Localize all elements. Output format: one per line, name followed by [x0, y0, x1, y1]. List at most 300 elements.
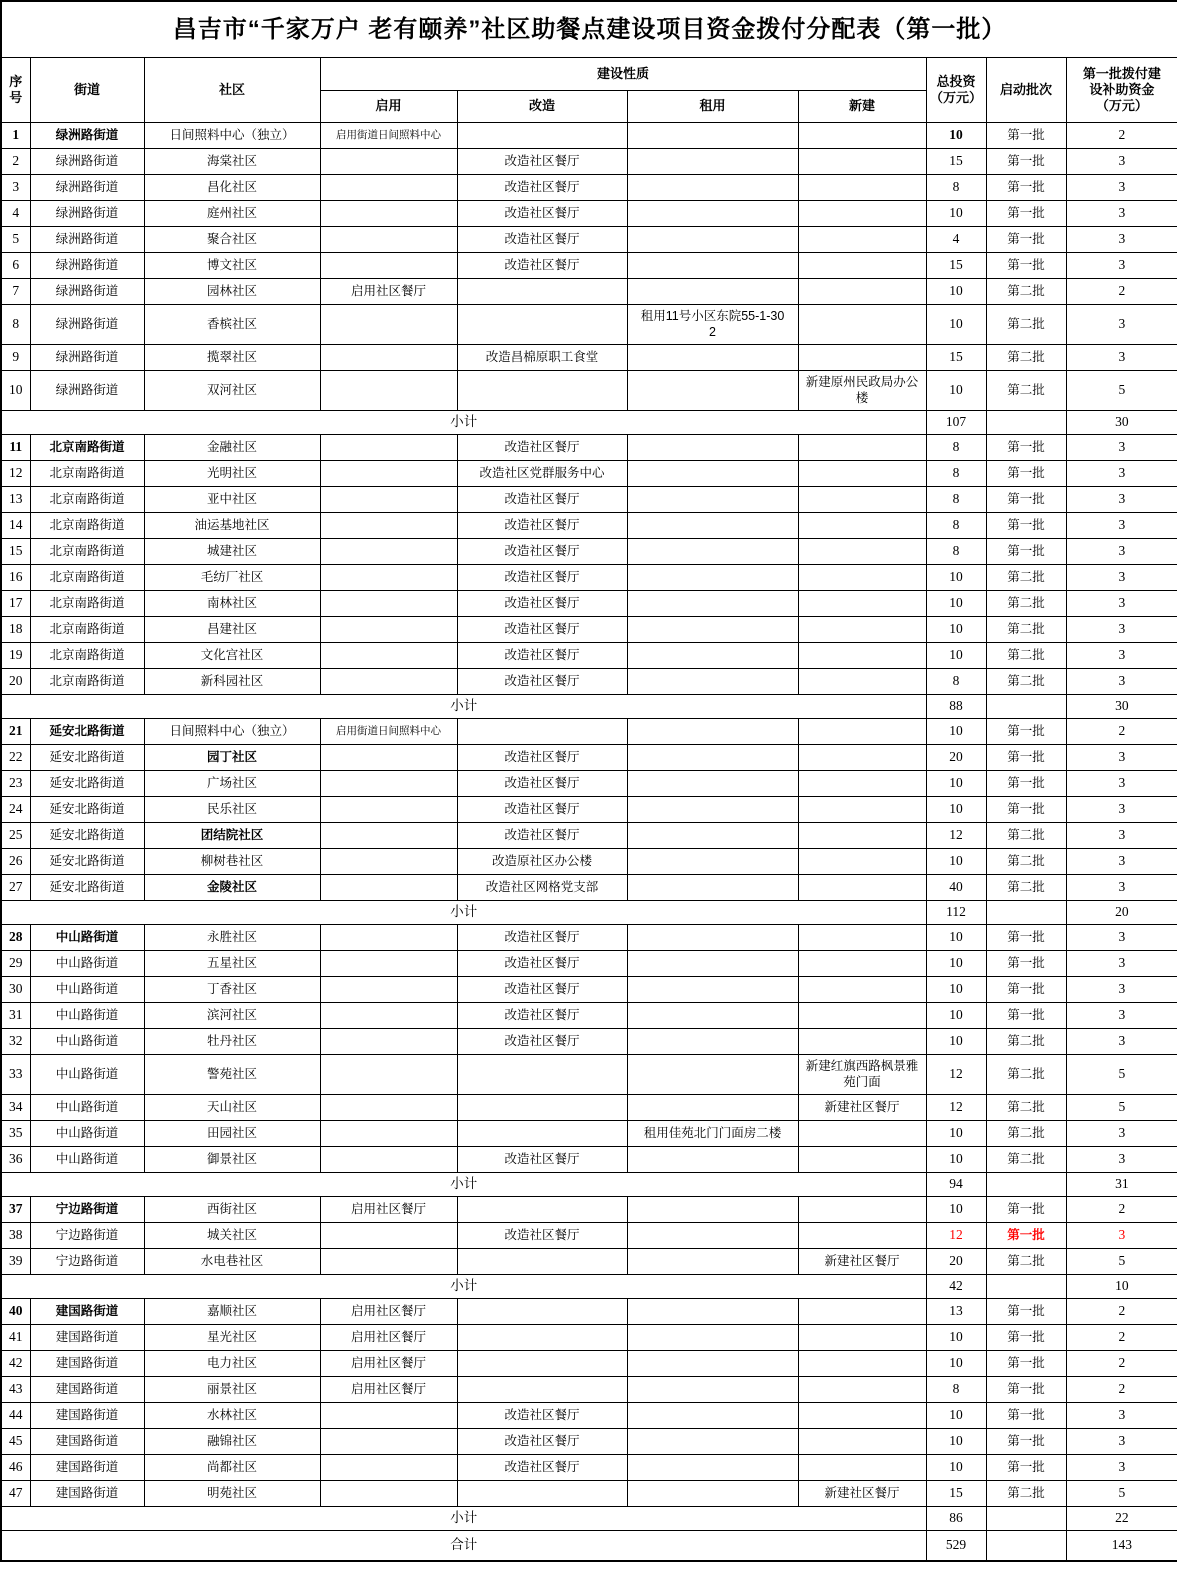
- community-cell: 明苑社区: [144, 1481, 320, 1507]
- rent-cell: [627, 1055, 798, 1095]
- row-number-cell: 9: [1, 345, 30, 371]
- street-cell: 建国路街道: [30, 1403, 144, 1429]
- newbuild-cell: [798, 253, 926, 279]
- renovate-cell: 改造社区餐厅: [457, 797, 627, 823]
- community-cell: 尚都社区: [144, 1455, 320, 1481]
- batch-cell: 第一批: [986, 1325, 1066, 1351]
- enable-cell: 启用社区餐厅: [320, 1197, 457, 1223]
- enable-cell: [320, 305, 457, 345]
- community-cell: 警苑社区: [144, 1055, 320, 1095]
- investment-cell: 40: [926, 875, 986, 901]
- table-body: [1, 123, 1177, 1561]
- subtotal-label: 小计: [1, 1173, 926, 1197]
- subtotal-fund-cell: 20: [1066, 901, 1177, 925]
- batch-cell: 第二批: [986, 371, 1066, 411]
- community-cell: 日间照料中心（独立）: [144, 123, 320, 149]
- batch-cell: 第二批: [986, 1121, 1066, 1147]
- enable-cell: [320, 1121, 457, 1147]
- investment-cell: 10: [926, 305, 986, 345]
- investment-cell: 8: [926, 513, 986, 539]
- table-row: [1, 1351, 1177, 1377]
- fund-cell: 3: [1066, 669, 1177, 695]
- fund-cell: 3: [1066, 1455, 1177, 1481]
- batch-cell: 第二批: [986, 1481, 1066, 1507]
- table-row: [1, 175, 1177, 201]
- rent-cell: [627, 487, 798, 513]
- street-cell: 延安北路街道: [30, 797, 144, 823]
- enable-cell: 启用街道日间照料中心: [320, 719, 457, 745]
- investment-cell: 10: [926, 123, 986, 149]
- fund-cell: 3: [1066, 771, 1177, 797]
- street-cell: 建国路街道: [30, 1481, 144, 1507]
- row-number-cell: 39: [1, 1249, 30, 1275]
- community-cell: 庭州社区: [144, 201, 320, 227]
- investment-cell: 15: [926, 345, 986, 371]
- newbuild-cell: [798, 1351, 926, 1377]
- renovate-cell: 改造社区餐厅: [457, 253, 627, 279]
- investment-cell: 10: [926, 1455, 986, 1481]
- subtotal-row: [1, 1275, 1177, 1299]
- community-cell: 油运基地社区: [144, 513, 320, 539]
- street-cell: 宁边路街道: [30, 1249, 144, 1275]
- community-cell: 滨河社区: [144, 1003, 320, 1029]
- street-cell: 北京南路街道: [30, 591, 144, 617]
- batch-cell: 第一批: [986, 745, 1066, 771]
- table-row: [1, 745, 1177, 771]
- rent-cell: 租用佳苑北门门面房二楼: [627, 1121, 798, 1147]
- investment-cell: 12: [926, 823, 986, 849]
- rent-cell: [627, 1223, 798, 1249]
- batch-cell: 第二批: [986, 305, 1066, 345]
- renovate-cell: 改造社区餐厅: [457, 951, 627, 977]
- enable-cell: [320, 253, 457, 279]
- renovate-cell: [457, 1299, 627, 1325]
- street-cell: 中山路街道: [30, 1095, 144, 1121]
- street-cell: 北京南路街道: [30, 539, 144, 565]
- street-cell: 中山路街道: [30, 1029, 144, 1055]
- fund-cell: 3: [1066, 643, 1177, 669]
- investment-cell: 10: [926, 1121, 986, 1147]
- fund-cell: 3: [1066, 565, 1177, 591]
- enable-cell: [320, 1429, 457, 1455]
- community-cell: 融锦社区: [144, 1429, 320, 1455]
- fund-cell: 3: [1066, 823, 1177, 849]
- row-number-cell: 23: [1, 771, 30, 797]
- table-row: [1, 1481, 1177, 1507]
- investment-cell: 4: [926, 227, 986, 253]
- newbuild-cell: [798, 823, 926, 849]
- renovate-cell: [457, 1325, 627, 1351]
- enable-cell: [320, 1095, 457, 1121]
- subtotal-label: 小计: [1, 411, 926, 435]
- fund-cell: 2: [1066, 1377, 1177, 1403]
- investment-cell: 15: [926, 149, 986, 175]
- street-cell: 北京南路街道: [30, 513, 144, 539]
- rent-cell: [627, 1455, 798, 1481]
- header-first-batch-fund: 第一批拨付建设补助资金（万元）: [1066, 58, 1177, 123]
- rent-cell: [627, 1377, 798, 1403]
- enable-cell: [320, 797, 457, 823]
- enable-cell: [320, 1455, 457, 1481]
- table-row: [1, 279, 1177, 305]
- investment-cell: 8: [926, 461, 986, 487]
- batch-cell: 第一批: [986, 175, 1066, 201]
- community-cell: 新科园社区: [144, 669, 320, 695]
- newbuild-cell: [798, 745, 926, 771]
- rent-cell: [627, 1249, 798, 1275]
- enable-cell: 启用社区餐厅: [320, 1325, 457, 1351]
- renovate-cell: [457, 1055, 627, 1095]
- rent-cell: [627, 175, 798, 201]
- renovate-cell: 改造社区网格党支部: [457, 875, 627, 901]
- investment-cell: 10: [926, 1029, 986, 1055]
- rent-cell: [627, 461, 798, 487]
- subtotal-fund-cell: 31: [1066, 1173, 1177, 1197]
- newbuild-cell: [798, 305, 926, 345]
- rent-cell: [627, 201, 798, 227]
- row-number-cell: 24: [1, 797, 30, 823]
- investment-cell: 8: [926, 175, 986, 201]
- street-cell: 中山路街道: [30, 951, 144, 977]
- street-cell: 建国路街道: [30, 1299, 144, 1325]
- header-row-top: [1, 58, 1177, 91]
- row-number-cell: 7: [1, 279, 30, 305]
- batch-cell: 第一批: [986, 1003, 1066, 1029]
- table-row: [1, 849, 1177, 875]
- investment-cell: 8: [926, 487, 986, 513]
- street-cell: 延安北路街道: [30, 849, 144, 875]
- row-number-cell: 29: [1, 951, 30, 977]
- street-cell: 北京南路街道: [30, 669, 144, 695]
- fund-cell: 3: [1066, 305, 1177, 345]
- table-row: [1, 565, 1177, 591]
- street-cell: 绿洲路街道: [30, 279, 144, 305]
- table-row: [1, 591, 1177, 617]
- renovate-cell: 改造社区餐厅: [457, 1403, 627, 1429]
- batch-cell: 第一批: [986, 253, 1066, 279]
- newbuild-cell: [798, 849, 926, 875]
- enable-cell: [320, 513, 457, 539]
- table-row: [1, 925, 1177, 951]
- renovate-cell: [457, 1351, 627, 1377]
- row-number-cell: 31: [1, 1003, 30, 1029]
- row-number-cell: 12: [1, 461, 30, 487]
- newbuild-cell: [798, 345, 926, 371]
- community-cell: 民乐社区: [144, 797, 320, 823]
- total-batch-cell: [986, 1531, 1066, 1561]
- investment-cell: 10: [926, 951, 986, 977]
- rent-cell: [627, 565, 798, 591]
- batch-cell: 第二批: [986, 669, 1066, 695]
- header-no: 序号: [1, 58, 30, 123]
- subtotal-row: [1, 411, 1177, 435]
- renovate-cell: 改造社区餐厅: [457, 771, 627, 797]
- rent-cell: [627, 371, 798, 411]
- batch-cell: 第二批: [986, 1147, 1066, 1173]
- rent-cell: [627, 253, 798, 279]
- street-cell: 延安北路街道: [30, 823, 144, 849]
- rent-cell: [627, 1147, 798, 1173]
- fund-cell: 3: [1066, 435, 1177, 461]
- table-row: [1, 201, 1177, 227]
- renovate-cell: 改造社区餐厅: [457, 1223, 627, 1249]
- community-cell: 御景社区: [144, 1147, 320, 1173]
- renovate-cell: 改造社区餐厅: [457, 591, 627, 617]
- newbuild-cell: 新建红旗西路枫景雅苑门面: [798, 1055, 926, 1095]
- batch-cell: 第一批: [986, 513, 1066, 539]
- street-cell: 中山路街道: [30, 1003, 144, 1029]
- row-number-cell: 20: [1, 669, 30, 695]
- header-street: 街道: [30, 58, 144, 123]
- table-row: [1, 371, 1177, 411]
- investment-cell: 10: [926, 771, 986, 797]
- enable-cell: [320, 175, 457, 201]
- batch-cell: 第一批: [986, 1455, 1066, 1481]
- investment-cell: 10: [926, 591, 986, 617]
- newbuild-cell: [798, 1429, 926, 1455]
- table-row: [1, 1325, 1177, 1351]
- newbuild-cell: [798, 227, 926, 253]
- table-row: [1, 253, 1177, 279]
- rent-cell: [627, 345, 798, 371]
- community-cell: 昌建社区: [144, 617, 320, 643]
- batch-cell: 第一批: [986, 951, 1066, 977]
- investment-cell: 10: [926, 279, 986, 305]
- table-row: [1, 1249, 1177, 1275]
- rent-cell: 租用11号小区东院55-1-302: [627, 305, 798, 345]
- street-cell: 延安北路街道: [30, 719, 144, 745]
- batch-cell: 第二批: [986, 345, 1066, 371]
- newbuild-cell: [798, 435, 926, 461]
- newbuild-cell: [798, 1197, 926, 1223]
- enable-cell: 启用社区餐厅: [320, 1377, 457, 1403]
- street-cell: 北京南路街道: [30, 565, 144, 591]
- community-cell: 昌化社区: [144, 175, 320, 201]
- rent-cell: [627, 513, 798, 539]
- table-row: [1, 1147, 1177, 1173]
- table-row: [1, 643, 1177, 669]
- batch-cell: 第一批: [986, 1403, 1066, 1429]
- renovate-cell: [457, 371, 627, 411]
- header-total-investment: 总投资（万元）: [926, 58, 986, 123]
- fund-cell: 3: [1066, 617, 1177, 643]
- newbuild-cell: [798, 925, 926, 951]
- newbuild-cell: [798, 279, 926, 305]
- fund-cell: 3: [1066, 977, 1177, 1003]
- newbuild-cell: [798, 875, 926, 901]
- fund-cell: 2: [1066, 123, 1177, 149]
- community-cell: 五星社区: [144, 951, 320, 977]
- batch-cell: 第一批: [986, 487, 1066, 513]
- enable-cell: [320, 823, 457, 849]
- renovate-cell: 改造昌棉原职工食堂: [457, 345, 627, 371]
- enable-cell: [320, 345, 457, 371]
- subtotal-fund-cell: 10: [1066, 1275, 1177, 1299]
- renovate-cell: 改造社区餐厅: [457, 1003, 627, 1029]
- renovate-cell: 改造社区党群服务中心: [457, 461, 627, 487]
- row-number-cell: 36: [1, 1147, 30, 1173]
- street-cell: 绿洲路街道: [30, 201, 144, 227]
- investment-cell: 8: [926, 1377, 986, 1403]
- fund-cell: 3: [1066, 227, 1177, 253]
- enable-cell: [320, 371, 457, 411]
- batch-cell: 第二批: [986, 823, 1066, 849]
- table-row: [1, 1003, 1177, 1029]
- subtotal-row: [1, 901, 1177, 925]
- subtotal-batch-cell: [986, 1173, 1066, 1197]
- row-number-cell: 5: [1, 227, 30, 253]
- subtotal-investment-cell: 42: [926, 1275, 986, 1299]
- investment-cell: 20: [926, 745, 986, 771]
- fund-cell: 2: [1066, 719, 1177, 745]
- rent-cell: [627, 123, 798, 149]
- row-number-cell: 28: [1, 925, 30, 951]
- investment-cell: 10: [926, 1197, 986, 1223]
- newbuild-cell: [798, 1377, 926, 1403]
- rent-cell: [627, 1003, 798, 1029]
- table-row: [1, 539, 1177, 565]
- street-cell: 绿洲路街道: [30, 253, 144, 279]
- community-cell: 天山社区: [144, 1095, 320, 1121]
- street-cell: 中山路街道: [30, 1147, 144, 1173]
- fund-cell: 2: [1066, 1197, 1177, 1223]
- newbuild-cell: [798, 565, 926, 591]
- rent-cell: [627, 719, 798, 745]
- rent-cell: [627, 771, 798, 797]
- newbuild-cell: [798, 1223, 926, 1249]
- rent-cell: [627, 435, 798, 461]
- newbuild-cell: [798, 1299, 926, 1325]
- fund-cell: 3: [1066, 1003, 1177, 1029]
- rent-cell: [627, 797, 798, 823]
- table-row: [1, 797, 1177, 823]
- street-cell: 中山路街道: [30, 1055, 144, 1095]
- investment-cell: 12: [926, 1223, 986, 1249]
- title-row: [1, 1, 1177, 58]
- investment-cell: 10: [926, 201, 986, 227]
- subtotal-label: 小计: [1, 695, 926, 719]
- row-number-cell: 4: [1, 201, 30, 227]
- subtotal-fund-cell: 30: [1066, 695, 1177, 719]
- enable-cell: [320, 1481, 457, 1507]
- street-cell: 绿洲路街道: [30, 149, 144, 175]
- enable-cell: [320, 1223, 457, 1249]
- rent-cell: [627, 977, 798, 1003]
- fund-cell: 3: [1066, 591, 1177, 617]
- street-cell: 绿洲路街道: [30, 227, 144, 253]
- row-number-cell: 35: [1, 1121, 30, 1147]
- batch-cell: 第二批: [986, 1029, 1066, 1055]
- enable-cell: [320, 565, 457, 591]
- batch-cell: 第一批: [986, 797, 1066, 823]
- rent-cell: [627, 669, 798, 695]
- enable-cell: [320, 745, 457, 771]
- total-investment-cell: 529: [926, 1531, 986, 1561]
- community-cell: 揽翠社区: [144, 345, 320, 371]
- rent-cell: [627, 925, 798, 951]
- renovate-cell: 改造社区餐厅: [457, 487, 627, 513]
- enable-cell: [320, 771, 457, 797]
- enable-cell: [320, 435, 457, 461]
- table-row: [1, 1429, 1177, 1455]
- table-row: [1, 719, 1177, 745]
- fund-cell: 3: [1066, 925, 1177, 951]
- table-row: [1, 1029, 1177, 1055]
- newbuild-cell: 新建社区餐厅: [798, 1249, 926, 1275]
- fund-cell: 5: [1066, 1249, 1177, 1275]
- batch-cell: 第一批: [986, 925, 1066, 951]
- fund-cell: 3: [1066, 513, 1177, 539]
- batch-cell: 第二批: [986, 849, 1066, 875]
- row-number-cell: 32: [1, 1029, 30, 1055]
- community-cell: 柳树巷社区: [144, 849, 320, 875]
- newbuild-cell: [798, 487, 926, 513]
- community-cell: 海棠社区: [144, 149, 320, 175]
- newbuild-cell: [798, 1003, 926, 1029]
- renovate-cell: 改造社区餐厅: [457, 435, 627, 461]
- rent-cell: [627, 1481, 798, 1507]
- renovate-cell: 改造社区餐厅: [457, 149, 627, 175]
- street-cell: 延安北路街道: [30, 745, 144, 771]
- enable-cell: 启用社区餐厅: [320, 279, 457, 305]
- header-rent: 租用: [627, 91, 798, 123]
- community-cell: 田园社区: [144, 1121, 320, 1147]
- rent-cell: [627, 875, 798, 901]
- row-number-cell: 15: [1, 539, 30, 565]
- community-cell: 丁香社区: [144, 977, 320, 1003]
- subtotal-investment-cell: 88: [926, 695, 986, 719]
- enable-cell: 启用社区餐厅: [320, 1299, 457, 1325]
- row-number-cell: 37: [1, 1197, 30, 1223]
- community-cell: 广场社区: [144, 771, 320, 797]
- newbuild-cell: [798, 643, 926, 669]
- newbuild-cell: 新建社区餐厅: [798, 1095, 926, 1121]
- enable-cell: [320, 149, 457, 175]
- enable-cell: [320, 1147, 457, 1173]
- investment-cell: 10: [926, 371, 986, 411]
- renovate-cell: [457, 719, 627, 745]
- row-number-cell: 21: [1, 719, 30, 745]
- enable-cell: 启用社区餐厅: [320, 1351, 457, 1377]
- newbuild-cell: [798, 1029, 926, 1055]
- rent-cell: [627, 1197, 798, 1223]
- table-row: [1, 305, 1177, 345]
- street-cell: 北京南路街道: [30, 643, 144, 669]
- street-cell: 建国路街道: [30, 1377, 144, 1403]
- batch-cell: 第一批: [986, 1299, 1066, 1325]
- newbuild-cell: [798, 1403, 926, 1429]
- row-number-cell: 27: [1, 875, 30, 901]
- table-row: [1, 1455, 1177, 1481]
- community-cell: 园林社区: [144, 279, 320, 305]
- community-cell: 永胜社区: [144, 925, 320, 951]
- newbuild-cell: [798, 617, 926, 643]
- investment-cell: 12: [926, 1055, 986, 1095]
- street-cell: 建国路街道: [30, 1325, 144, 1351]
- community-cell: 丽景社区: [144, 1377, 320, 1403]
- row-number-cell: 34: [1, 1095, 30, 1121]
- subtotal-label: 小计: [1, 1275, 926, 1299]
- fund-cell: 5: [1066, 1095, 1177, 1121]
- row-number-cell: 1: [1, 123, 30, 149]
- batch-cell: 第二批: [986, 1249, 1066, 1275]
- enable-cell: [320, 977, 457, 1003]
- enable-cell: [320, 617, 457, 643]
- investment-cell: 10: [926, 565, 986, 591]
- street-cell: 绿洲路街道: [30, 345, 144, 371]
- investment-cell: 20: [926, 1249, 986, 1275]
- table-row: [1, 1095, 1177, 1121]
